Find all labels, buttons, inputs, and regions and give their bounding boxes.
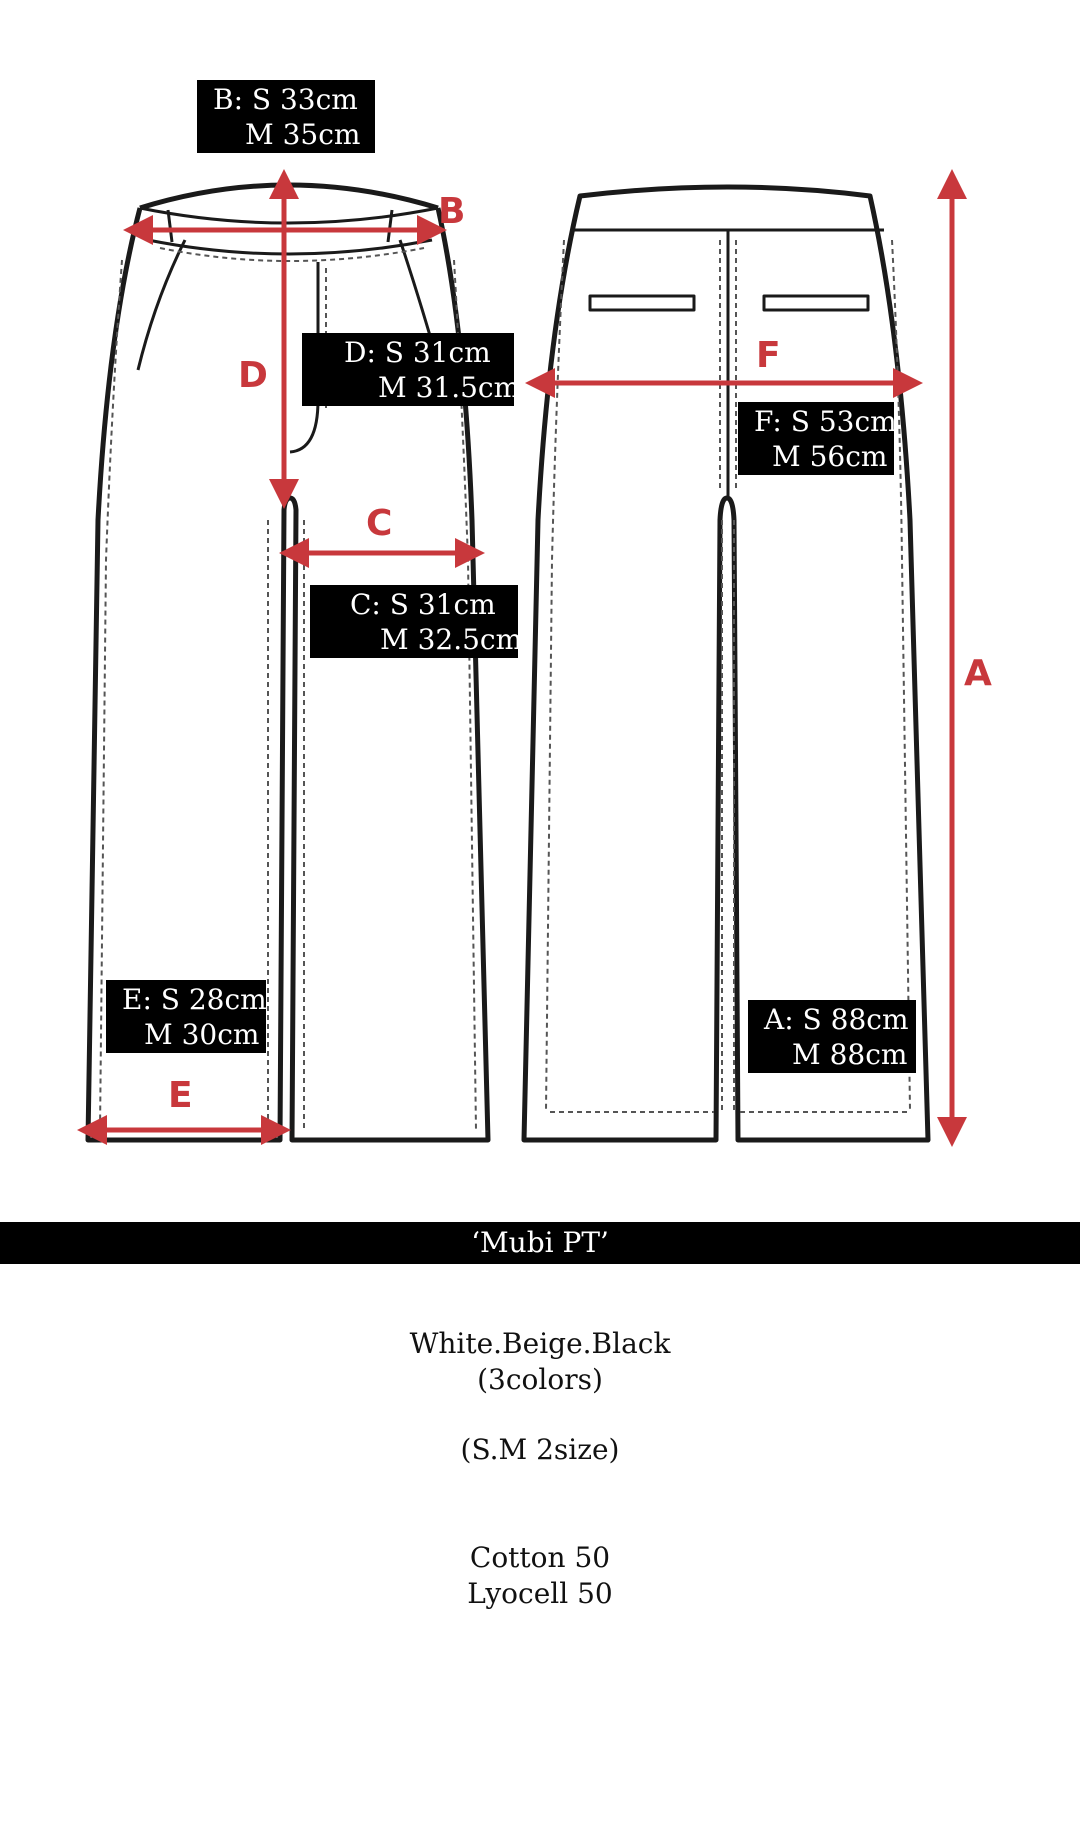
label-b-line1: B: S 33cm [213, 83, 358, 116]
product-colors-count: (3colors) [477, 1363, 603, 1396]
label-e-line1: E: S 28cm [122, 983, 267, 1016]
materials-block [0, 1540, 1080, 1612]
product-title-row [0, 1222, 1080, 1264]
material-lyocell: Lyocell 50 [467, 1577, 613, 1610]
label-c [310, 585, 523, 658]
letter-d: D [238, 355, 268, 396]
letter-f: F [756, 335, 781, 376]
label-b [197, 80, 375, 153]
back-pants [524, 187, 928, 1140]
label-c-line2: M 32.5cm [380, 623, 523, 656]
label-b-line2: M 35cm [245, 118, 361, 151]
label-f [738, 402, 897, 475]
letter-e: E [168, 1075, 193, 1116]
label-f-line1: F: S 53cm [754, 405, 897, 438]
sizes-block [0, 1432, 1080, 1468]
letter-b: B [438, 191, 466, 232]
label-e [106, 980, 266, 1053]
label-a-line2: M 88cm [792, 1038, 908, 1071]
label-a [748, 1000, 916, 1073]
label-a-line1: A: S 88cm [764, 1003, 909, 1036]
material-cotton: Cotton 50 [469, 1541, 611, 1574]
letter-a: A [964, 653, 992, 694]
letter-c: C [366, 503, 393, 544]
product-colors: White.Beige.Black [409, 1327, 671, 1360]
label-c-line1: C: S 31cm [350, 588, 496, 621]
label-d [302, 333, 521, 406]
colors-block [0, 1326, 1080, 1398]
label-d-line1: D: S 31cm [344, 336, 491, 369]
product-sizes: (S.M 2size) [460, 1433, 620, 1466]
product-name: ‘Mubi PT’ [0, 1222, 1080, 1264]
label-d-line2: M 31.5cm [378, 371, 521, 404]
label-e-line2: M 30cm [144, 1018, 260, 1051]
label-f-line2: M 56cm [772, 440, 888, 473]
